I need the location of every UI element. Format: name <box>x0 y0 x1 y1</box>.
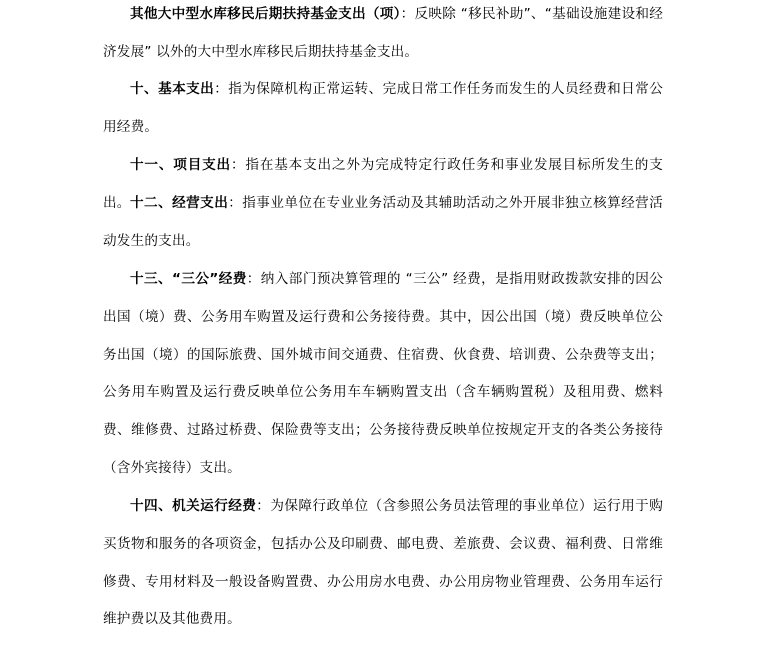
paragraph-agency-operating-expenses <box>103 488 663 639</box>
paragraph-text: ：指在基本支出之外为完成特定行政任务和事业发展目标所发生的支出。 <box>103 157 664 211</box>
paragraph-term: 十、基本支出 <box>130 81 215 97</box>
paragraph-term: 十一、项目支出 <box>130 157 231 173</box>
paragraph-text: ：指为保障机构正常运转、完成日常工作任务而发生的人员经费和日常公用经费。 <box>103 81 663 135</box>
paragraph-other-reservoir-support-fund <box>103 0 663 72</box>
paragraph-text: ：指事业单位在专业业务活动及其辅助活动之外开展非独立核算经营活动发生的支出。 <box>103 195 663 249</box>
paragraph-three-public-expenses <box>103 261 663 488</box>
paragraph-text: ：纳入部门预决算管理的 “三公” 经费，是指用财政拨款安排的因公出国（境）费、公务用车购置及运行费和公务接待费。其中，因公出国（境）费反映单位公务出国（境）的国际旅费、国外城市间交通费、住宿费、伙食费、培训费、公杂费等支出；公务用车购置及运行费反映单位公务用车车辆购置支出（含车辆购置税）及租用费、燃料费、维修费、过路过桥费、保险费等支出；公务接待费反映单位按规定开支的各类公务接待（含外宾接待）支出。 <box>103 271 664 476</box>
paragraph-basic-expenditure <box>103 71 663 147</box>
paragraph-term: 十三、“三公”经费 <box>130 271 247 287</box>
paragraph-term: 十四、机关运行经费 <box>130 498 257 514</box>
paragraph-text: ：反映除 “移民补助”、“基础设施建设和经济发展” 以外的大中型水库移民后期扶持基金支出。 <box>103 6 663 60</box>
paragraph-text: ：为保障行政单位（含参照公务员法管理的事业单位）运行用于购买货物和服务的各项资金，包括办公及印刷费、邮电费、差旅费、会议费、福利费、日常维修费、专用材料及一般设备购置费、办公用房水电费、办公用房物业管理费、公务用车运行维护费以及其他费用。 <box>103 498 663 628</box>
paragraph-term: 其他大中型水库移民后期扶持基金支出（项） <box>130 6 401 22</box>
paragraph-term: 十二、经营支出 <box>130 195 229 211</box>
paragraph-operating-expenditure <box>103 185 663 261</box>
